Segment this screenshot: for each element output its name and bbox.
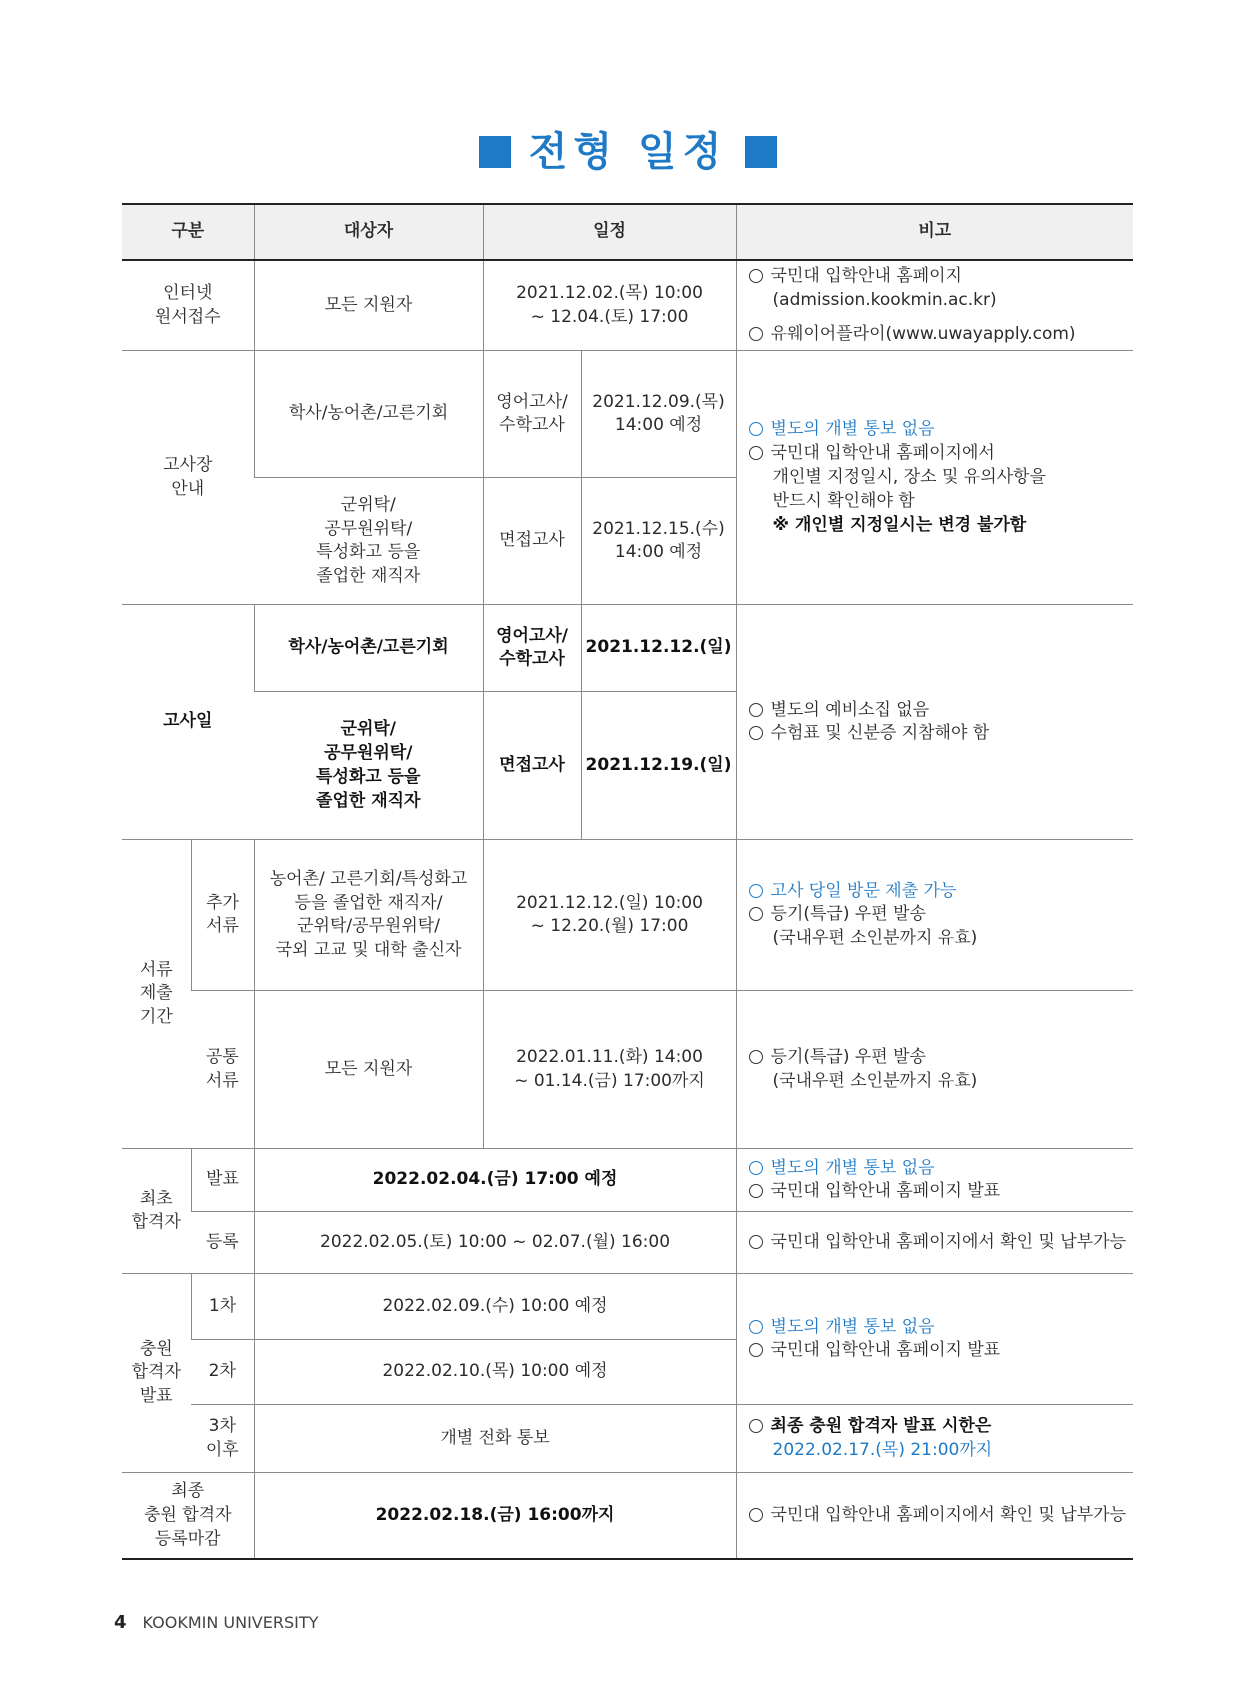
circle-bullet-icon <box>749 1184 763 1198</box>
remarks-cell: 별도의 개별 통보 없음 국민대 입학안내 홈페이지에서 개인별 지정일시, 장소 및 유의사항을 반드시 확인해야 함 ※ 개인별 지정일시는 변경 불가함 <box>736 351 1133 605</box>
table-header-row <box>122 204 1133 260</box>
circle-bullet-icon <box>749 726 763 740</box>
table-row <box>122 1405 1133 1473</box>
table-row <box>122 1274 1133 1340</box>
title-text: 전형 일정 <box>528 129 728 175</box>
table-row <box>122 840 1133 991</box>
target-cell: 농어촌/ 고른기회/특성화고 등을 졸업한 재직자/ 군위탁/공무원위탁/ 국외 고교 및 대학 출신자 <box>254 840 483 991</box>
circle-bullet-icon <box>749 907 763 921</box>
table-row <box>122 260 1133 351</box>
table-row <box>122 605 1133 692</box>
target-cell: 군위탁/ 공무원위탁/ 특성화고 등을 졸업한 재직자 <box>254 478 483 605</box>
remarks-cell: 국민대 입학안내 홈페이지에서 확인 및 납부가능 <box>736 1212 1133 1274</box>
circle-bullet-icon <box>749 327 763 341</box>
remarks-cell: 별도의 개별 통보 없음 국민대 입학안내 홈페이지 발표 <box>736 1274 1133 1405</box>
row-label: 고사장 안내 <box>122 351 254 605</box>
schedule-table <box>122 203 1133 1560</box>
table-row <box>122 1212 1133 1274</box>
remarks-cell: 고사 당일 방문 제출 가능 등기(특급) 우편 발송 (국내우편 소인분까지 유효) <box>736 840 1133 991</box>
target-cell: 모든 지원자 <box>254 991 483 1149</box>
remarks-cell: 국민대 입학안내 홈페이지 (admission.kookmin.ac.kr) 유웨이어플라이(www.uwayapply.com) <box>736 260 1133 351</box>
exam-cell: 영어고사/ 수학고사 <box>483 605 581 692</box>
sub-label: 발표 <box>191 1149 254 1212</box>
circle-bullet-icon <box>749 1235 763 1249</box>
circle-bullet-icon <box>749 703 763 717</box>
table-row <box>122 351 1133 478</box>
circle-bullet-icon <box>749 1320 763 1334</box>
remarks-cell: 최종 충원 합격자 발표 시한은 2022.02.17.(목) 21:00까지 <box>736 1405 1133 1473</box>
exam-cell: 면접고사 <box>483 692 581 840</box>
sub-label: 1차 <box>191 1274 254 1340</box>
circle-bullet-icon <box>749 422 763 436</box>
sub-label: 2차 <box>191 1340 254 1405</box>
title-square-right-icon <box>745 136 777 168</box>
remarks-cell: 국민대 입학안내 홈페이지에서 확인 및 납부가능 <box>736 1473 1133 1559</box>
header-category: 구분 <box>122 204 254 260</box>
circle-bullet-icon <box>749 1343 763 1357</box>
exam-cell: 영어고사/ 수학고사 <box>483 351 581 478</box>
date-cell: 2022.02.04.(금) 17:00 예정 <box>254 1149 736 1212</box>
circle-bullet-icon <box>749 1508 763 1522</box>
date-cell: 2021.12.15.(수) 14:00 예정 <box>581 478 736 605</box>
row-label: 최종 충원 합격자 등록마감 <box>122 1473 254 1559</box>
row-label: 서류 제출 기간 <box>122 840 191 1149</box>
date-cell: 2022.02.18.(금) 16:00까지 <box>254 1473 736 1559</box>
page-number: 4 <box>114 1612 127 1633</box>
row-label: 충원 합격자 발표 <box>122 1274 191 1473</box>
title-square-left-icon <box>479 136 511 168</box>
remarks-cell: 별도의 예비소집 없음 수험표 및 신분증 지참해야 함 <box>736 605 1133 840</box>
date-cell: 2022.02.05.(토) 10:00 ~ 02.07.(월) 16:00 <box>254 1212 736 1274</box>
date-cell: 2022.01.11.(화) 14:00 ~ 01.14.(금) 17:00까지 <box>483 991 736 1149</box>
remarks-cell: 등기(특급) 우편 발송 (국내우편 소인분까지 유효) <box>736 991 1133 1149</box>
date-cell: 2021.12.12.(일) 10:00 ~ 12.20.(월) 17:00 <box>483 840 736 991</box>
circle-bullet-icon <box>749 1050 763 1064</box>
circle-bullet-icon <box>749 446 763 460</box>
exam-cell: 면접고사 <box>483 478 581 605</box>
target-cell: 학사/농어촌/고른기회 <box>254 351 483 478</box>
date-cell: 2021.12.12.(일) <box>581 605 736 692</box>
sub-label: 3차 이후 <box>191 1405 254 1473</box>
target-cell: 학사/농어촌/고른기회 <box>254 605 483 692</box>
header-remarks: 비고 <box>736 204 1133 260</box>
admission-link[interactable]: (admission.kookmin.ac.kr) <box>772 289 997 310</box>
header-target: 대상자 <box>254 204 483 260</box>
target-cell: 모든 지원자 <box>254 260 483 351</box>
page-footer <box>114 1612 318 1633</box>
circle-bullet-icon <box>749 1161 763 1175</box>
target-cell: 군위탁/ 공무원위탁/ 특성화고 등을 졸업한 재직자 <box>254 692 483 840</box>
sub-label: 공통 서류 <box>191 991 254 1149</box>
circle-bullet-icon <box>749 1419 763 1433</box>
table-row <box>122 1473 1133 1559</box>
row-label: 고사일 <box>122 605 254 840</box>
date-cell: 2022.02.09.(수) 10:00 예정 <box>254 1274 736 1340</box>
table-row <box>122 1149 1133 1212</box>
date-cell: 개별 전화 통보 <box>254 1405 736 1473</box>
circle-bullet-icon <box>749 269 763 283</box>
circle-bullet-icon <box>749 884 763 898</box>
header-schedule: 일정 <box>483 204 736 260</box>
row-label: 인터넷 원서접수 <box>122 260 254 351</box>
page-title <box>0 125 1256 179</box>
uwayapply-link[interactable]: 유웨이어플라이(www.uwayapply.com) <box>770 323 1076 344</box>
date-cell: 2021.12.02.(목) 10:00 ~ 12.04.(토) 17:00 <box>483 260 736 351</box>
sub-label: 등록 <box>191 1212 254 1274</box>
footer-university: KOOKMIN UNIVERSITY <box>142 1613 319 1632</box>
date-cell: 2021.12.19.(일) <box>581 692 736 840</box>
row-label: 최초 합격자 <box>122 1149 191 1274</box>
date-cell: 2022.02.10.(목) 10:00 예정 <box>254 1340 736 1405</box>
date-cell: 2021.12.09.(목) 14:00 예정 <box>581 351 736 478</box>
table-row <box>122 991 1133 1149</box>
remarks-cell: 별도의 개별 통보 없음 국민대 입학안내 홈페이지 발표 <box>736 1149 1133 1212</box>
sub-label: 추가 서류 <box>191 840 254 991</box>
